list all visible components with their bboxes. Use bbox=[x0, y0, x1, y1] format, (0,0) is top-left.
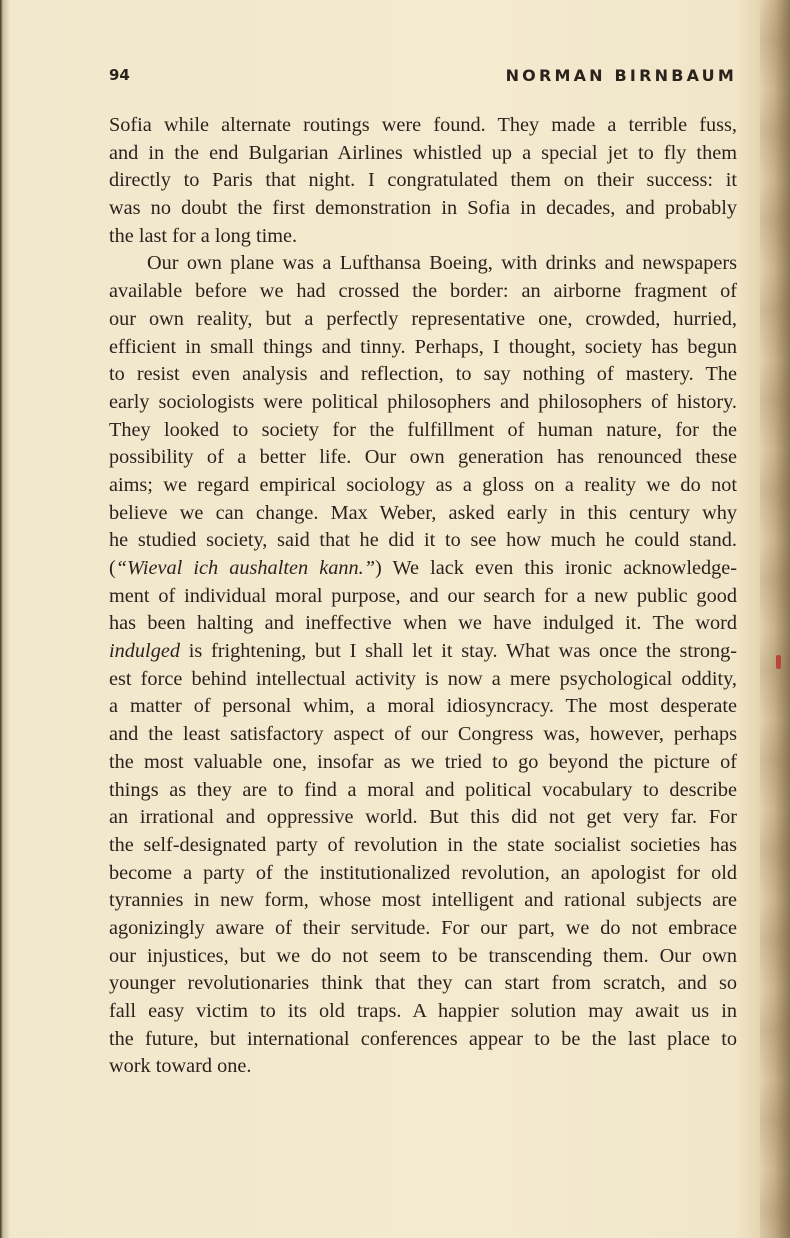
text-line bbox=[109, 112, 737, 140]
text-segment: directly to Paris that night. I congratulated them on their success: it bbox=[109, 169, 737, 192]
text-segment: ) We lack even this ironic acknowledge- bbox=[375, 557, 737, 579]
text-segment: the self-designated party of revolution in the state socialist societies has bbox=[109, 833, 737, 856]
text-line bbox=[109, 472, 737, 500]
text-segment: early sociologists were political philosophers and philosophers of history. bbox=[109, 390, 737, 413]
text-line bbox=[109, 334, 737, 362]
text-line bbox=[109, 970, 737, 998]
text-segment: agonizingly aware of their servitude. For our part, we do not embrace bbox=[109, 916, 737, 939]
text-segment: possibility of a better life. Our own generation has renounced these bbox=[109, 446, 737, 469]
text-line bbox=[109, 389, 737, 417]
text-segment: to resist even analysis and reflection, to say nothing of mastery. The bbox=[109, 363, 737, 386]
text-line bbox=[109, 998, 737, 1026]
italic-text: “Wieval ich aushalten kann.” bbox=[115, 557, 375, 579]
text-line bbox=[109, 804, 737, 832]
text-line bbox=[109, 638, 737, 666]
page-number: 94 bbox=[109, 66, 130, 84]
text-line bbox=[109, 610, 737, 638]
text-segment: work toward one. bbox=[109, 1055, 252, 1078]
text-segment: ( bbox=[109, 557, 116, 579]
running-head-author: NORMAN BIRNBAUM bbox=[505, 66, 737, 85]
text-line bbox=[109, 140, 737, 168]
text-segment: a matter of personal whim, a moral idiosyncracy. The most desperate bbox=[109, 695, 737, 718]
text-line bbox=[109, 555, 737, 583]
text-segment: become a party of the institutionalized revolution, an apologist for old bbox=[109, 861, 737, 884]
text-segment: things as they are to find a moral and political vocabulary to describe bbox=[109, 778, 737, 801]
text-segment: the most valuable one, insofar as we tried to go beyond the picture of bbox=[109, 750, 737, 773]
text-segment: est force behind intellectual activity is now a mere psychological oddity, bbox=[109, 667, 737, 690]
text-line bbox=[109, 500, 737, 528]
text-line bbox=[109, 943, 737, 971]
text-segment: available before we had crossed the border: an airborne fragment of bbox=[109, 280, 737, 303]
text-segment: our injustices, but we do not seem to be transcending them. Our own bbox=[109, 944, 737, 967]
text-line bbox=[109, 250, 737, 278]
text-segment: Sofia while alternate routings were found. They made a terrible fuss, bbox=[109, 114, 737, 136]
text-line bbox=[109, 417, 737, 445]
text-line bbox=[109, 666, 737, 694]
text-line bbox=[109, 887, 737, 915]
text-line bbox=[109, 1026, 737, 1054]
text-segment: Our own plane was a Lufthansa Boeing, with drinks and newspapers bbox=[147, 252, 737, 275]
text-segment: ment of individual moral purpose, and our search for a new public good bbox=[109, 584, 737, 607]
text-segment: was no doubt the first demonstration in Sofia in decades, and probably bbox=[109, 197, 737, 220]
text-segment: has been halting and ineffective when we have indulged it. The word bbox=[109, 612, 737, 635]
text-line bbox=[109, 223, 737, 251]
text-line bbox=[109, 306, 737, 334]
text-segment: tyrannies in new form, whose most intelligent and rational subjects are bbox=[109, 889, 737, 912]
text-line bbox=[109, 444, 737, 472]
text-line bbox=[109, 278, 737, 306]
text-line bbox=[109, 527, 737, 555]
text-segment: our own reality, but a perfectly representative one, crowded, hurried, bbox=[109, 307, 737, 330]
text-segment: believe we can change. Max Weber, asked early in this century why bbox=[109, 501, 737, 524]
text-segment: fall easy victim to its old traps. A happier solution may await us in bbox=[109, 1000, 737, 1022]
text-line bbox=[109, 915, 737, 943]
text-segment: the last for a long time. bbox=[109, 224, 298, 247]
running-header bbox=[109, 66, 737, 90]
page-edge-shadow bbox=[760, 0, 790, 1238]
text-line bbox=[109, 361, 737, 389]
text-segment: aims; we regard empirical sociology as a gloss on a reality we do not bbox=[109, 473, 737, 496]
text-segment: the future, but international conferences appear to be the last place to bbox=[109, 1027, 737, 1050]
text-segment: is frightening, but I shall let it stay. What was once the strong- bbox=[179, 640, 737, 663]
text-segment: and in the end Bulgarian Airlines whistled up a special jet to fly them bbox=[109, 141, 737, 164]
text-segment: efficient in small things and tinny. Perhaps, I thought, society has begun bbox=[109, 335, 737, 358]
text-line bbox=[109, 693, 737, 721]
text-line bbox=[109, 860, 737, 888]
text-line bbox=[109, 1053, 737, 1081]
text-segment: he studied society, said that he did it to see how much he could stand. bbox=[109, 529, 737, 552]
text-line bbox=[109, 583, 737, 611]
page-edge-mark bbox=[776, 655, 781, 669]
text-segment: and the least satisfactory aspect of our Congress was, however, perhaps bbox=[109, 723, 737, 746]
text-line bbox=[109, 721, 737, 749]
text-segment: younger revolutionaries think that they can start from scratch, and so bbox=[109, 972, 737, 995]
italic-text: indulged bbox=[109, 640, 180, 663]
text-segment: an irrational and oppressive world. But this did not get very far. For bbox=[109, 806, 737, 829]
text-segment: They looked to society for the fulfillment of human nature, for the bbox=[109, 418, 737, 441]
text-line bbox=[109, 832, 737, 860]
text-line bbox=[109, 749, 737, 777]
text-line bbox=[109, 195, 737, 223]
text-line bbox=[109, 167, 737, 195]
body-text bbox=[109, 112, 737, 1081]
text-line bbox=[109, 777, 737, 805]
